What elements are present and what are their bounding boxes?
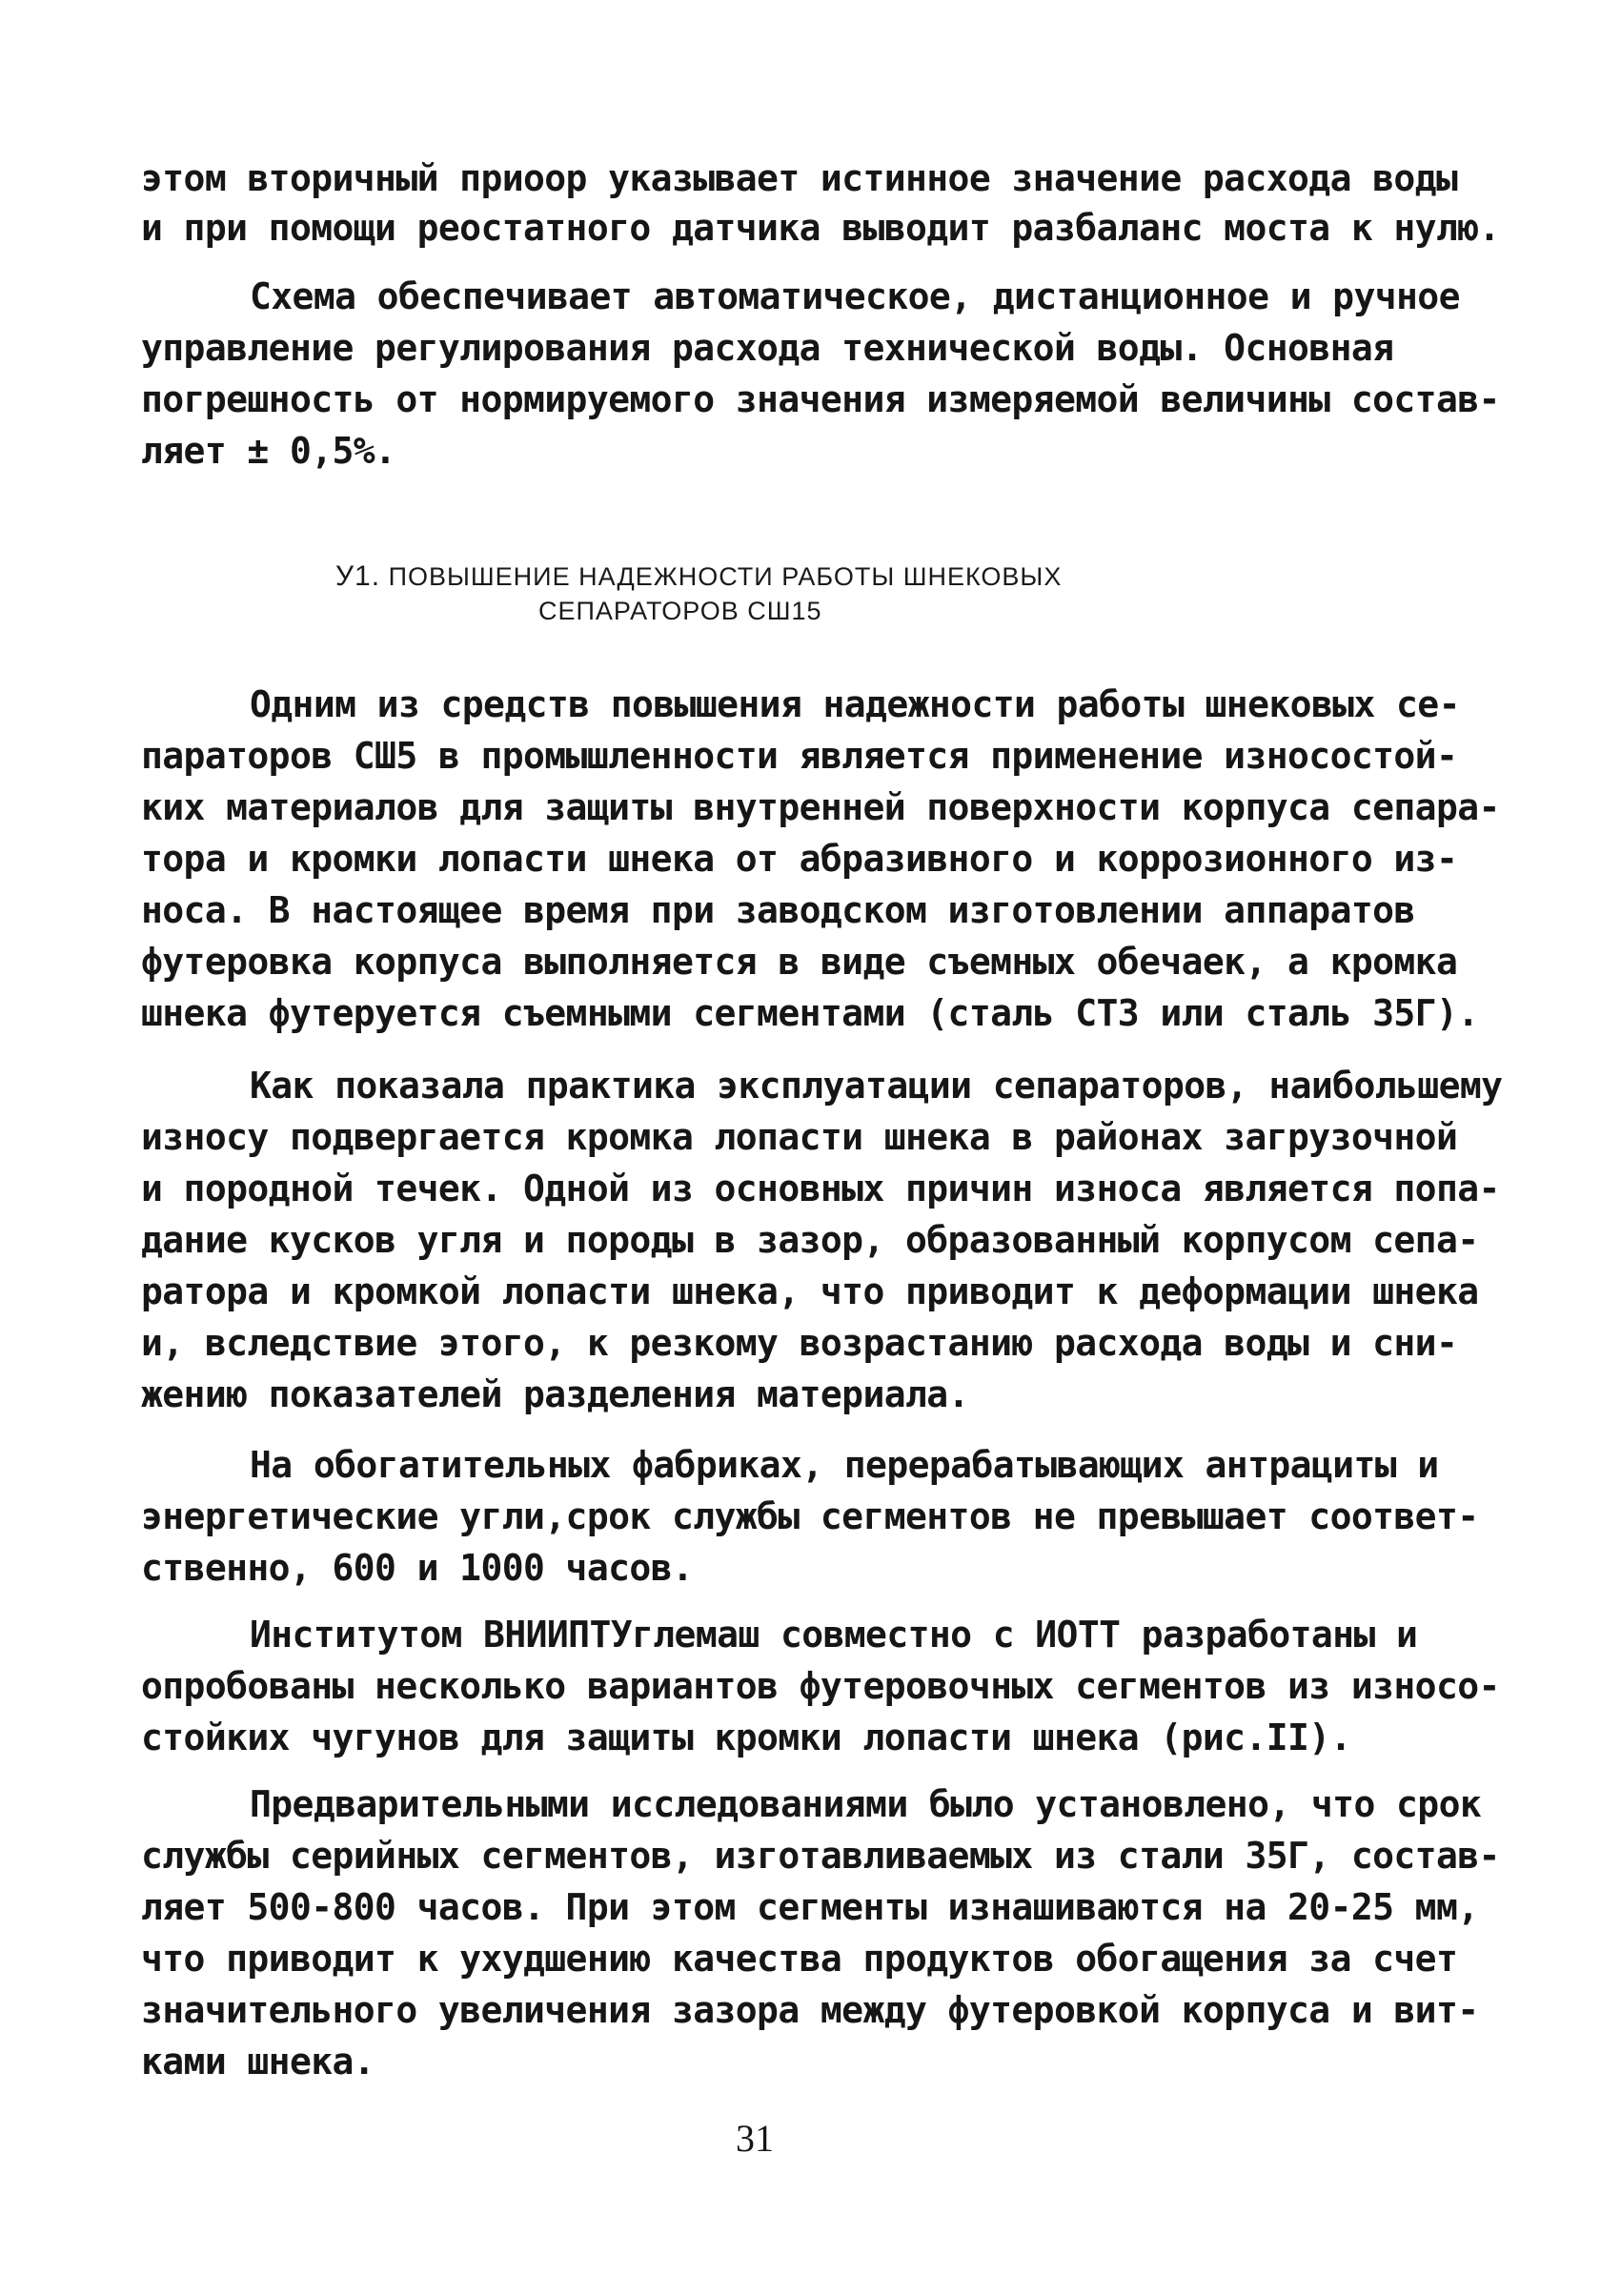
text-line: этом вторичный приоор указывает истинное значение расхода воды [141,157,1458,199]
text-line: и породной течек. Одной из основных причин износа является попа- [141,1168,1500,1209]
text-line: службы серийных сегментов, изготавливаемых из стали 35Г, состав- [141,1835,1500,1877]
text-line: тора и кромки лопасти шнека от абразивного и коррозионного из- [141,838,1458,880]
text-line: шнека футеруется съемными сегментами (сталь СТ3 или сталь 35Г). [141,992,1479,1034]
text-line: энергетические угли,срок службы сегментов не превышает соответ- [141,1495,1479,1537]
text-line: и, вследствие этого, к резкому возрастанию расхода воды и сни- [141,1322,1458,1364]
text-line: Как показала практика эксплуатации сепараторов, наибольшему [250,1065,1503,1107]
text-line: дание кусков угля и породы в зазор, образованный корпусом сепа- [141,1219,1479,1261]
text-line: Предварительными исследованиями было установлено, что срок [250,1783,1482,1825]
text-line: ляет ± 0,5%. [141,430,396,472]
text-line: управление регулирования расхода технической воды. Основная [141,327,1394,369]
text-line: На обогатительных фабриках, перерабатывающих антрациты и [250,1444,1439,1486]
text-line: жению показателей разделения материала. [141,1373,969,1415]
text-line: значительного увеличения зазора между футеровкой корпуса и вит- [141,1989,1479,2031]
text-line: Институтом ВНИИПТУглемаш совместно с ИОТТ разработаны и [250,1614,1418,1656]
text-line: ратора и кромкой лопасти шнека, что приводит к деформации шнека [141,1270,1479,1312]
text-line: ственно, 600 и 1000 часов. [141,1547,694,1589]
text-line: параторов СШ5 в промышленности является применение износостой- [141,735,1458,777]
section-number: У1. [335,560,381,592]
text-line: ляет 500-800 часов. При этом сегменты изнашиваются на 20-25 мм, [141,1886,1479,1928]
text-line: и при помощи реостатного датчика выводит разбаланс моста к нулю. [141,207,1500,249]
text-line: Схема обеспечивает автоматическое, дистанционное и ручное [250,275,1460,317]
text-line: опробованы несколько вариантов футеровочных сегментов из износо- [141,1665,1500,1707]
text-line: погрешность от нормируемого значения измеряемой величины состав- [141,378,1500,420]
text-line: стойких чугунов для защиты кромки лопасти шнека (рис.II). [141,1717,1351,1758]
section-title-line2: СЕПАРАТОРОВ СШ15 [538,597,822,625]
text-line: что приводит к ухудшению качества продуктов обогащения за счет [141,1938,1458,1980]
section-title-line1: ПОВЫШЕНИЕ НАДЕЖНОСТИ РАБОТЫ ШНЕКОВЫХ [388,562,1063,591]
text-line: футеровка корпуса выполняется в виде съемных обечаек, а кромка [141,941,1458,983]
text-line: Одним из средств повышения надежности работы шнековых се- [250,683,1460,725]
text-line: износу подвергается кромка лопасти шнека в районах загрузочной [141,1116,1458,1158]
section-heading [335,560,1062,593]
text-line: ких материалов для защиты внутренней поверхности корпуса сепара- [141,786,1500,828]
page-number: 31 [736,2117,774,2160]
text-line: ками шнека. [141,2041,375,2083]
text-line: носа. В настоящее время при заводском изготовлении аппаратов [141,889,1415,931]
